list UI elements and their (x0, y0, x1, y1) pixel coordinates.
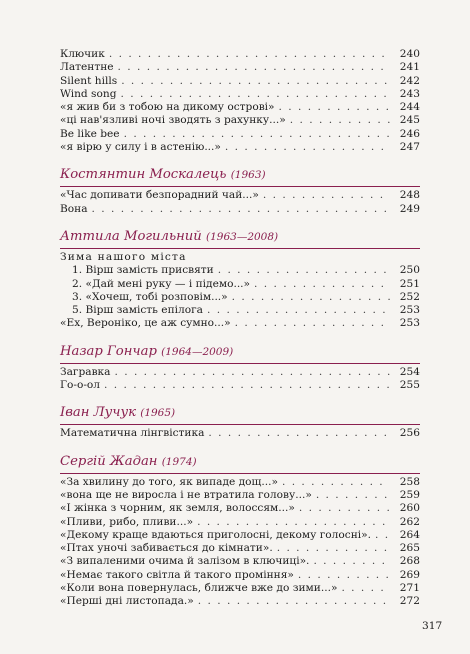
dot-leader (298, 569, 390, 582)
dot-leader (121, 75, 390, 88)
entry-page: 256 (399, 427, 420, 440)
entry-title: Вона (60, 202, 88, 215)
author-name: Назар Гончар (60, 343, 157, 359)
entry-title: «Декому краще вдаються приголосні, декому голосні». (60, 528, 371, 541)
dot-leader (282, 476, 390, 489)
dot-leader (341, 582, 390, 595)
entry-page: 245 (399, 114, 420, 127)
author-years: (1965) (140, 407, 176, 420)
entry-title: «ці нав'язливі ночі зводять з рахунку...» (60, 114, 286, 127)
dot-leader (109, 48, 390, 61)
toc-section (60, 344, 420, 393)
dot-leader (208, 427, 390, 440)
entry-title: «Немає такого світла й такого проміння» (60, 568, 294, 581)
entry-page: 260 (399, 502, 420, 515)
toc-entry[interactable] (60, 88, 420, 101)
toc-entry[interactable] (60, 101, 420, 114)
dot-leader (279, 101, 390, 114)
entry-title: «я вірю у силу і в астенію...» (60, 141, 221, 154)
toc-entry[interactable] (60, 595, 420, 608)
entry-title: «І жінка з чорним, як земля, волоссям...» (60, 502, 295, 515)
toc-entry[interactable] (60, 489, 420, 502)
toc-entry[interactable] (60, 75, 420, 88)
entry-page: 241 (399, 61, 420, 74)
entry-title: Латентне (60, 61, 114, 74)
entry-title: 1. Вірш замість присвяти (72, 264, 214, 277)
toc-entry[interactable] (60, 569, 420, 582)
entry-title: «Перші дні листопада.» (60, 595, 194, 608)
author-heading (60, 405, 420, 425)
dot-leader (313, 555, 390, 568)
author-years: (1963—2008) (206, 230, 279, 243)
toc-entry[interactable] (60, 203, 420, 216)
author-years: (1974) (161, 455, 197, 468)
author-heading (60, 344, 420, 364)
entry-page: 265 (399, 542, 420, 555)
author-heading (60, 167, 420, 187)
author-name: Аттила Могильний (60, 228, 202, 244)
entry-page: 249 (399, 202, 420, 215)
dot-leader (235, 317, 390, 330)
cycle-title-text: Зима нашого міста (60, 250, 187, 263)
toc-section (60, 405, 420, 440)
dot-leader (316, 489, 390, 502)
dot-leader (118, 61, 390, 74)
entry-title: Загравка (60, 365, 111, 378)
entry-title: «Пливи, рибо, пливи...» (60, 515, 194, 528)
entry-page: 268 (399, 555, 420, 568)
author-years: (1963) (230, 169, 266, 182)
toc-entry[interactable] (60, 516, 420, 529)
entry-page: 269 (399, 568, 420, 581)
entry-page: 253 (399, 317, 420, 330)
entry-page: 243 (399, 87, 420, 100)
table-of-contents (60, 48, 420, 609)
entry-title: Be like bee (60, 127, 120, 140)
entry-title: «Час допивати безпорадний чай...» (60, 189, 259, 202)
author-name: Іван Лучук (60, 405, 137, 421)
toc-entry[interactable] (60, 366, 420, 379)
entry-title: Silent hills (60, 74, 118, 87)
author-heading (60, 454, 420, 474)
entry-page: 252 (399, 290, 420, 303)
toc-entry[interactable] (60, 48, 420, 61)
entry-page: 264 (399, 528, 420, 541)
toc-entry[interactable] (60, 542, 420, 555)
entry-page: 240 (399, 48, 420, 60)
author-heading (60, 229, 420, 249)
dot-leader (299, 502, 390, 515)
toc-section (60, 229, 420, 331)
entry-title: Ключик (60, 48, 105, 60)
toc-entry[interactable] (60, 189, 420, 202)
cycle-title (60, 251, 420, 264)
toc-entry[interactable] (60, 529, 420, 542)
toc-entry[interactable] (60, 476, 420, 489)
dot-leader (120, 88, 390, 101)
toc-section (60, 454, 420, 609)
entry-page: 250 (399, 264, 420, 277)
entry-page: 247 (399, 141, 420, 154)
dot-leader (290, 114, 390, 127)
entry-page: 258 (399, 475, 420, 488)
toc-section (60, 167, 420, 216)
entry-title: Wind song (60, 87, 117, 100)
dot-leader (92, 203, 390, 216)
toc-entry[interactable] (60, 291, 420, 304)
entry-title: «Коли вона повернулась, ближче вже до зими...» (60, 582, 338, 595)
entry-title: Го-о-ол (60, 379, 101, 392)
dot-leader (197, 516, 390, 529)
toc-entry[interactable] (60, 502, 420, 515)
entry-page: 244 (399, 101, 420, 114)
toc-entry[interactable] (60, 114, 420, 127)
dot-leader (218, 264, 390, 277)
entry-page: 271 (399, 582, 420, 595)
toc-entry[interactable] (60, 128, 420, 141)
dot-leader (254, 278, 390, 291)
entry-page: 253 (399, 304, 420, 317)
entry-page: 255 (399, 379, 420, 392)
entry-title: Математична лінгвістика (60, 427, 205, 440)
toc-entry[interactable] (60, 379, 420, 392)
entry-title: «я жив би з тобою на дикому острові» (60, 101, 275, 114)
toc-entry[interactable] (60, 264, 420, 277)
entry-page: 246 (399, 127, 420, 140)
dot-leader (375, 529, 390, 542)
entry-page: 242 (399, 74, 420, 87)
entry-page: 259 (399, 488, 420, 501)
entry-page: 248 (399, 189, 420, 202)
dot-leader (114, 366, 390, 379)
page-number: 317 (422, 620, 443, 632)
toc-entry[interactable] (60, 278, 420, 291)
entry-page: 272 (399, 595, 420, 608)
dot-leader (263, 189, 390, 202)
dot-leader (207, 304, 390, 317)
author-name: Сергій Жадан (60, 453, 158, 469)
entry-title: «З випаленими очима й залізом в ключиці». (60, 555, 310, 568)
entry-title: 2. «Дай мені руку — і підемо...» (72, 277, 251, 290)
entry-title: «За хвилину до того, як випаде дощ...» (60, 475, 278, 488)
dot-leader (277, 542, 390, 555)
toc-section (60, 48, 420, 154)
toc-entry[interactable] (60, 317, 420, 330)
entry-title: 3. «Хочеш, тобі розповім...» (72, 290, 228, 303)
entry-page: 254 (399, 365, 420, 378)
entry-page: 251 (399, 277, 420, 290)
dot-leader (124, 128, 390, 141)
entry-title: «вона ще не виросла і не втратила голову...» (60, 488, 312, 501)
dot-leader (104, 379, 390, 392)
toc-entry[interactable] (60, 304, 420, 317)
dot-leader (225, 141, 390, 154)
author-name: Костянтин Москалець (60, 167, 227, 183)
entry-title: «Ех, Вероніко, це аж сумно...» (60, 317, 231, 330)
toc-entry[interactable] (60, 427, 420, 440)
entry-title: «Птах уночі забивається до кімнати». (60, 542, 273, 555)
author-years: (1964—2009) (161, 345, 234, 358)
toc-entry[interactable] (60, 61, 420, 74)
toc-entry[interactable] (60, 582, 420, 595)
toc-entry[interactable] (60, 555, 420, 568)
entry-page: 262 (399, 515, 420, 528)
entry-title: 5. Вірш замість епілога (72, 304, 203, 317)
dot-leader (198, 595, 390, 608)
dot-leader (232, 291, 390, 304)
toc-entry[interactable] (60, 141, 420, 154)
